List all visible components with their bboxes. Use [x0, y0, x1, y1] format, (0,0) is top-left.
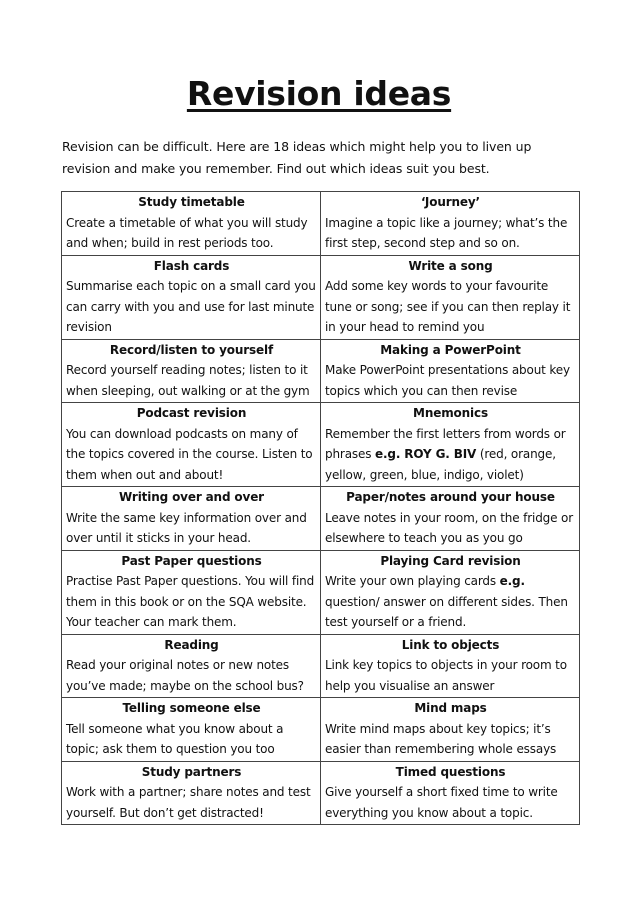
idea-cell [62, 403, 321, 487]
idea-description: Create a timetable of what you will study and when; build in rest periods too. [66, 215, 308, 250]
idea-cell [321, 192, 580, 256]
idea-description: Write the same key information over and over until it sticks in your head. [66, 510, 307, 545]
idea-heading: Making a PowerPoint [380, 342, 521, 357]
idea-cell [321, 339, 580, 403]
ideas-table-body [62, 192, 580, 825]
intro-paragraph: Revision can be difficult. Here are 18 ideas which might help you to liven up revision and make you remember. Find out which ideas suit you best. [62, 139, 532, 176]
page-title [0, 74, 638, 114]
table-row [62, 698, 580, 762]
table-row [62, 634, 580, 698]
idea-cell [321, 634, 580, 698]
idea-heading: Flash cards [153, 258, 230, 273]
idea-cell [321, 403, 580, 487]
idea-heading: Study partners [141, 764, 242, 779]
idea-cell [62, 634, 321, 698]
idea-heading: Mnemonics [413, 406, 488, 420]
idea-description: Leave notes in your room, on the fridge or elsewhere to teach you as you go [325, 510, 574, 545]
table-row [62, 339, 580, 403]
idea-heading: Telling someone else [122, 701, 261, 715]
idea-description: Make PowerPoint presentations about key topics which you can then revise [325, 363, 570, 398]
ideas-table [61, 191, 580, 825]
idea-description [325, 424, 576, 486]
idea-description: Summarise each topic on a small card you can carry with you and use for last minute revision [66, 279, 316, 334]
idea-heading: Writing over and over [119, 490, 264, 504]
idea-cell [321, 550, 580, 634]
idea-cell [321, 487, 580, 551]
idea-cell [62, 487, 321, 551]
idea-cell [321, 698, 580, 762]
idea-cell [62, 255, 321, 339]
idea-description: Write mind maps about key topics; it’s easier than remembering whole essays [325, 721, 557, 756]
idea-heading: Study timetable [138, 195, 245, 209]
idea-cell [62, 192, 321, 256]
idea-cell [62, 761, 321, 825]
idea-example-bold: e.g. ROY G. BIV [375, 447, 477, 461]
idea-description: Record yourself reading notes; listen to it when sleeping, out walking or at the gym [66, 363, 310, 398]
idea-text-part: Write your own playing cards [325, 574, 500, 588]
idea-heading: Reading [164, 637, 219, 652]
idea-heading: Podcast revision [136, 406, 247, 420]
idea-cell [62, 339, 321, 403]
idea-heading: Record/listen to yourself [109, 342, 274, 357]
idea-heading: Link to objects [401, 637, 500, 652]
idea-description: Read your original notes or new notes you’ve made; maybe on the school bus? [66, 658, 304, 693]
page-title-text: Revision ideas [186, 74, 452, 113]
idea-heading: ‘Journey’ [421, 195, 480, 209]
idea-heading: Write a song [408, 258, 493, 273]
idea-text-part: Remember the first letters from words or phrases [325, 426, 566, 461]
idea-description: Work with a partner; share notes and test yourself. But don’t get distracted! [66, 785, 311, 820]
idea-description: Add some key words to your favourite tune or song; see if you can then replay it in your head to remind you [325, 279, 571, 334]
table-row [62, 761, 580, 825]
table-row [62, 487, 580, 551]
table-row [62, 403, 580, 487]
idea-example-bold: e.g. [499, 574, 525, 588]
table-row [62, 255, 580, 339]
idea-heading: Mind maps [414, 701, 487, 715]
idea-description: Practise Past Paper questions. You will find them in this book or on the SQA website. Your teacher can mark them. [66, 574, 315, 629]
idea-heading: Playing Card revision [380, 553, 521, 568]
idea-cell [62, 550, 321, 634]
idea-description: You can download podcasts on many of the topics covered in the course. Listen to them when out and about! [66, 426, 313, 482]
table-row [62, 550, 580, 634]
idea-text-part: question/ answer on different sides. Then test yourself or a friend. [325, 594, 568, 629]
idea-cell [62, 698, 321, 762]
table-row [62, 192, 580, 256]
idea-heading: Past Paper questions [121, 553, 262, 568]
idea-description: Give yourself a short fixed time to write everything you know about a topic. [325, 785, 558, 820]
idea-description [325, 571, 576, 633]
idea-description: Link key topics to objects in your room to help you visualise an answer [325, 658, 567, 693]
idea-heading: Timed questions [395, 764, 506, 779]
idea-description: Imagine a topic like a journey; what’s the first step, second step and so on. [325, 215, 568, 250]
idea-description: Tell someone what you know about a topic; ask them to question you too [66, 721, 284, 756]
idea-cell [321, 255, 580, 339]
idea-cell [321, 761, 580, 825]
idea-text-part: (red, orange, yellow, green, blue, indigo, violet) [325, 447, 556, 482]
idea-heading: Paper/notes around your house [346, 490, 555, 504]
